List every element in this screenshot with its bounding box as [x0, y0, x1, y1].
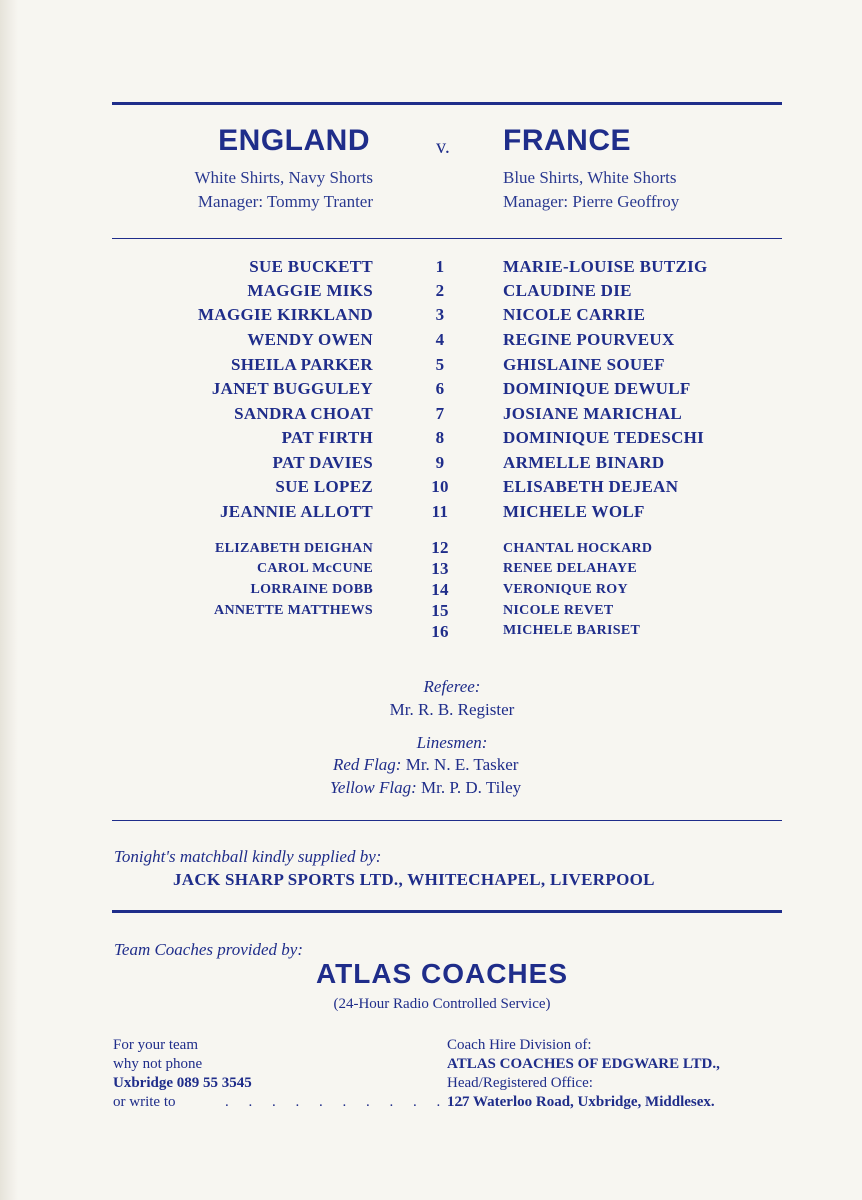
shirt-number: 6 — [435, 379, 445, 398]
linesmen-label: Linesmen: — [416, 733, 488, 752]
paper-edge — [0, 0, 18, 1200]
france-player: ARMELLE BINARD — [503, 453, 665, 472]
france-substitute: CHANTAL HOCKARD — [503, 541, 653, 556]
england-substitute: LORRAINE DOBB — [250, 582, 373, 597]
france-substitute: MICHELE BARISET — [503, 623, 641, 638]
red-flag-label: Red Flag: — [333, 755, 402, 774]
england-substitute: ANNETTE MATTHEWS — [214, 603, 373, 618]
matchball-rule — [112, 910, 782, 913]
top-rule — [112, 102, 782, 105]
france-player: ELISABETH DEJEAN — [503, 477, 679, 496]
france-player: JOSIANE MARICHAL — [503, 404, 683, 423]
shirt-number: 11 — [431, 502, 449, 521]
shirt-number: 14 — [431, 580, 449, 599]
france-player: CLAUDINE DIE — [503, 281, 632, 300]
england-player: SUE LOPEZ — [275, 477, 373, 496]
england-player: PAT FIRTH — [281, 428, 373, 447]
france-player: NICOLE CARRIE — [503, 305, 646, 324]
home-team-name: ENGLAND — [218, 124, 370, 157]
coach-phone: Uxbridge 089 55 3545 — [113, 1075, 252, 1091]
france-player: DOMINIQUE DEWULF — [503, 379, 691, 398]
shirt-number: 16 — [431, 622, 449, 641]
coach-right-line: Coach Hire Division of: — [447, 1037, 592, 1053]
matchball-label: Tonight's matchball kindly supplied by: — [114, 847, 382, 866]
red-flag-linesman — [333, 755, 518, 775]
away-kit: Blue Shirts, White Shorts — [503, 168, 677, 187]
yellow-flag-label: Yellow Flag: — [330, 778, 417, 797]
away-team-name: FRANCE — [503, 124, 631, 157]
coach-right-line: Head/Registered Office: — [447, 1075, 593, 1091]
france-player: DOMINIQUE TEDESCHI — [503, 428, 705, 447]
france-substitute: RENEE DELAHAYE — [503, 561, 637, 576]
england-player: SHEILA PARKER — [231, 355, 373, 374]
shirt-number: 2 — [435, 281, 445, 300]
away-manager: Manager: Pierre Geoffroy — [503, 192, 680, 211]
england-player: JEANNIE ALLOTT — [220, 502, 373, 521]
yellow-flag-linesman — [330, 778, 521, 798]
england-player: MAGGIE MIKS — [247, 281, 373, 300]
england-player: SUE BUCKETT — [249, 257, 373, 276]
shirt-number: 15 — [431, 601, 449, 620]
shirt-number: 9 — [435, 453, 445, 472]
england-player: SANDRA CHOAT — [234, 404, 373, 423]
officials-divider — [112, 820, 782, 821]
england-player: WENDY OWEN — [247, 330, 373, 349]
coach-company-full: ATLAS COACHES OF EDGWARE LTD., — [447, 1056, 720, 1072]
shirt-number: 7 — [435, 404, 445, 423]
england-player: MAGGIE KIRKLAND — [198, 305, 373, 324]
shirt-number: 4 — [435, 330, 445, 349]
coach-left-line: why not phone — [113, 1056, 203, 1072]
referee-label: Referee: — [423, 677, 481, 696]
coach-address: 127 Waterloo Road, Uxbridge, Middlesex. — [447, 1094, 715, 1110]
france-player: MICHELE WOLF — [503, 502, 645, 521]
leader-dots: . . . . . . . . . . . — [225, 1094, 472, 1110]
coaches-label: Team Coaches provided by: — [114, 940, 304, 959]
england-substitute: CAROL McCUNE — [257, 561, 373, 576]
england-player: PAT DAVIES — [272, 453, 373, 472]
shirt-number: 12 — [431, 538, 449, 557]
shirt-number: 10 — [431, 477, 449, 496]
header-divider — [112, 238, 782, 239]
home-manager: Manager: Tommy Tranter — [197, 192, 373, 211]
shirt-number: 5 — [435, 355, 445, 374]
england-substitute: ELIZABETH DEIGHAN — [215, 541, 373, 556]
france-player: GHISLAINE SOUEF — [503, 355, 665, 374]
france-player: REGINE POURVEUX — [503, 330, 675, 349]
shirt-number: 3 — [435, 305, 445, 324]
coach-company-name: ATLAS COACHES — [315, 958, 569, 989]
coach-left-line: For your team — [113, 1037, 198, 1053]
shirt-number: 1 — [435, 257, 445, 276]
france-player: MARIE-LOUISE BUTZIG — [503, 257, 708, 276]
matchball-supplier: JACK SHARP SPORTS LTD., WHITECHAPEL, LIVERPOOL — [173, 870, 655, 889]
england-player: JANET BUGGULEY — [211, 379, 373, 398]
shirt-number: 8 — [435, 428, 445, 447]
shirt-number: 13 — [431, 559, 449, 578]
france-substitute: NICOLE REVET — [503, 603, 614, 618]
versus-label: v. — [436, 136, 450, 158]
home-kit: White Shirts, Navy Shorts — [194, 168, 373, 187]
coach-service: (24-Hour Radio Controlled Service) — [333, 996, 551, 1012]
france-substitute: VERONIQUE ROY — [503, 582, 628, 597]
coach-left-line: or write to — [113, 1094, 176, 1110]
yellow-flag-name: Mr. P. D. Tiley — [421, 778, 522, 797]
referee-name: Mr. R. B. Register — [389, 700, 515, 719]
red-flag-name: Mr. N. E. Tasker — [405, 755, 519, 774]
